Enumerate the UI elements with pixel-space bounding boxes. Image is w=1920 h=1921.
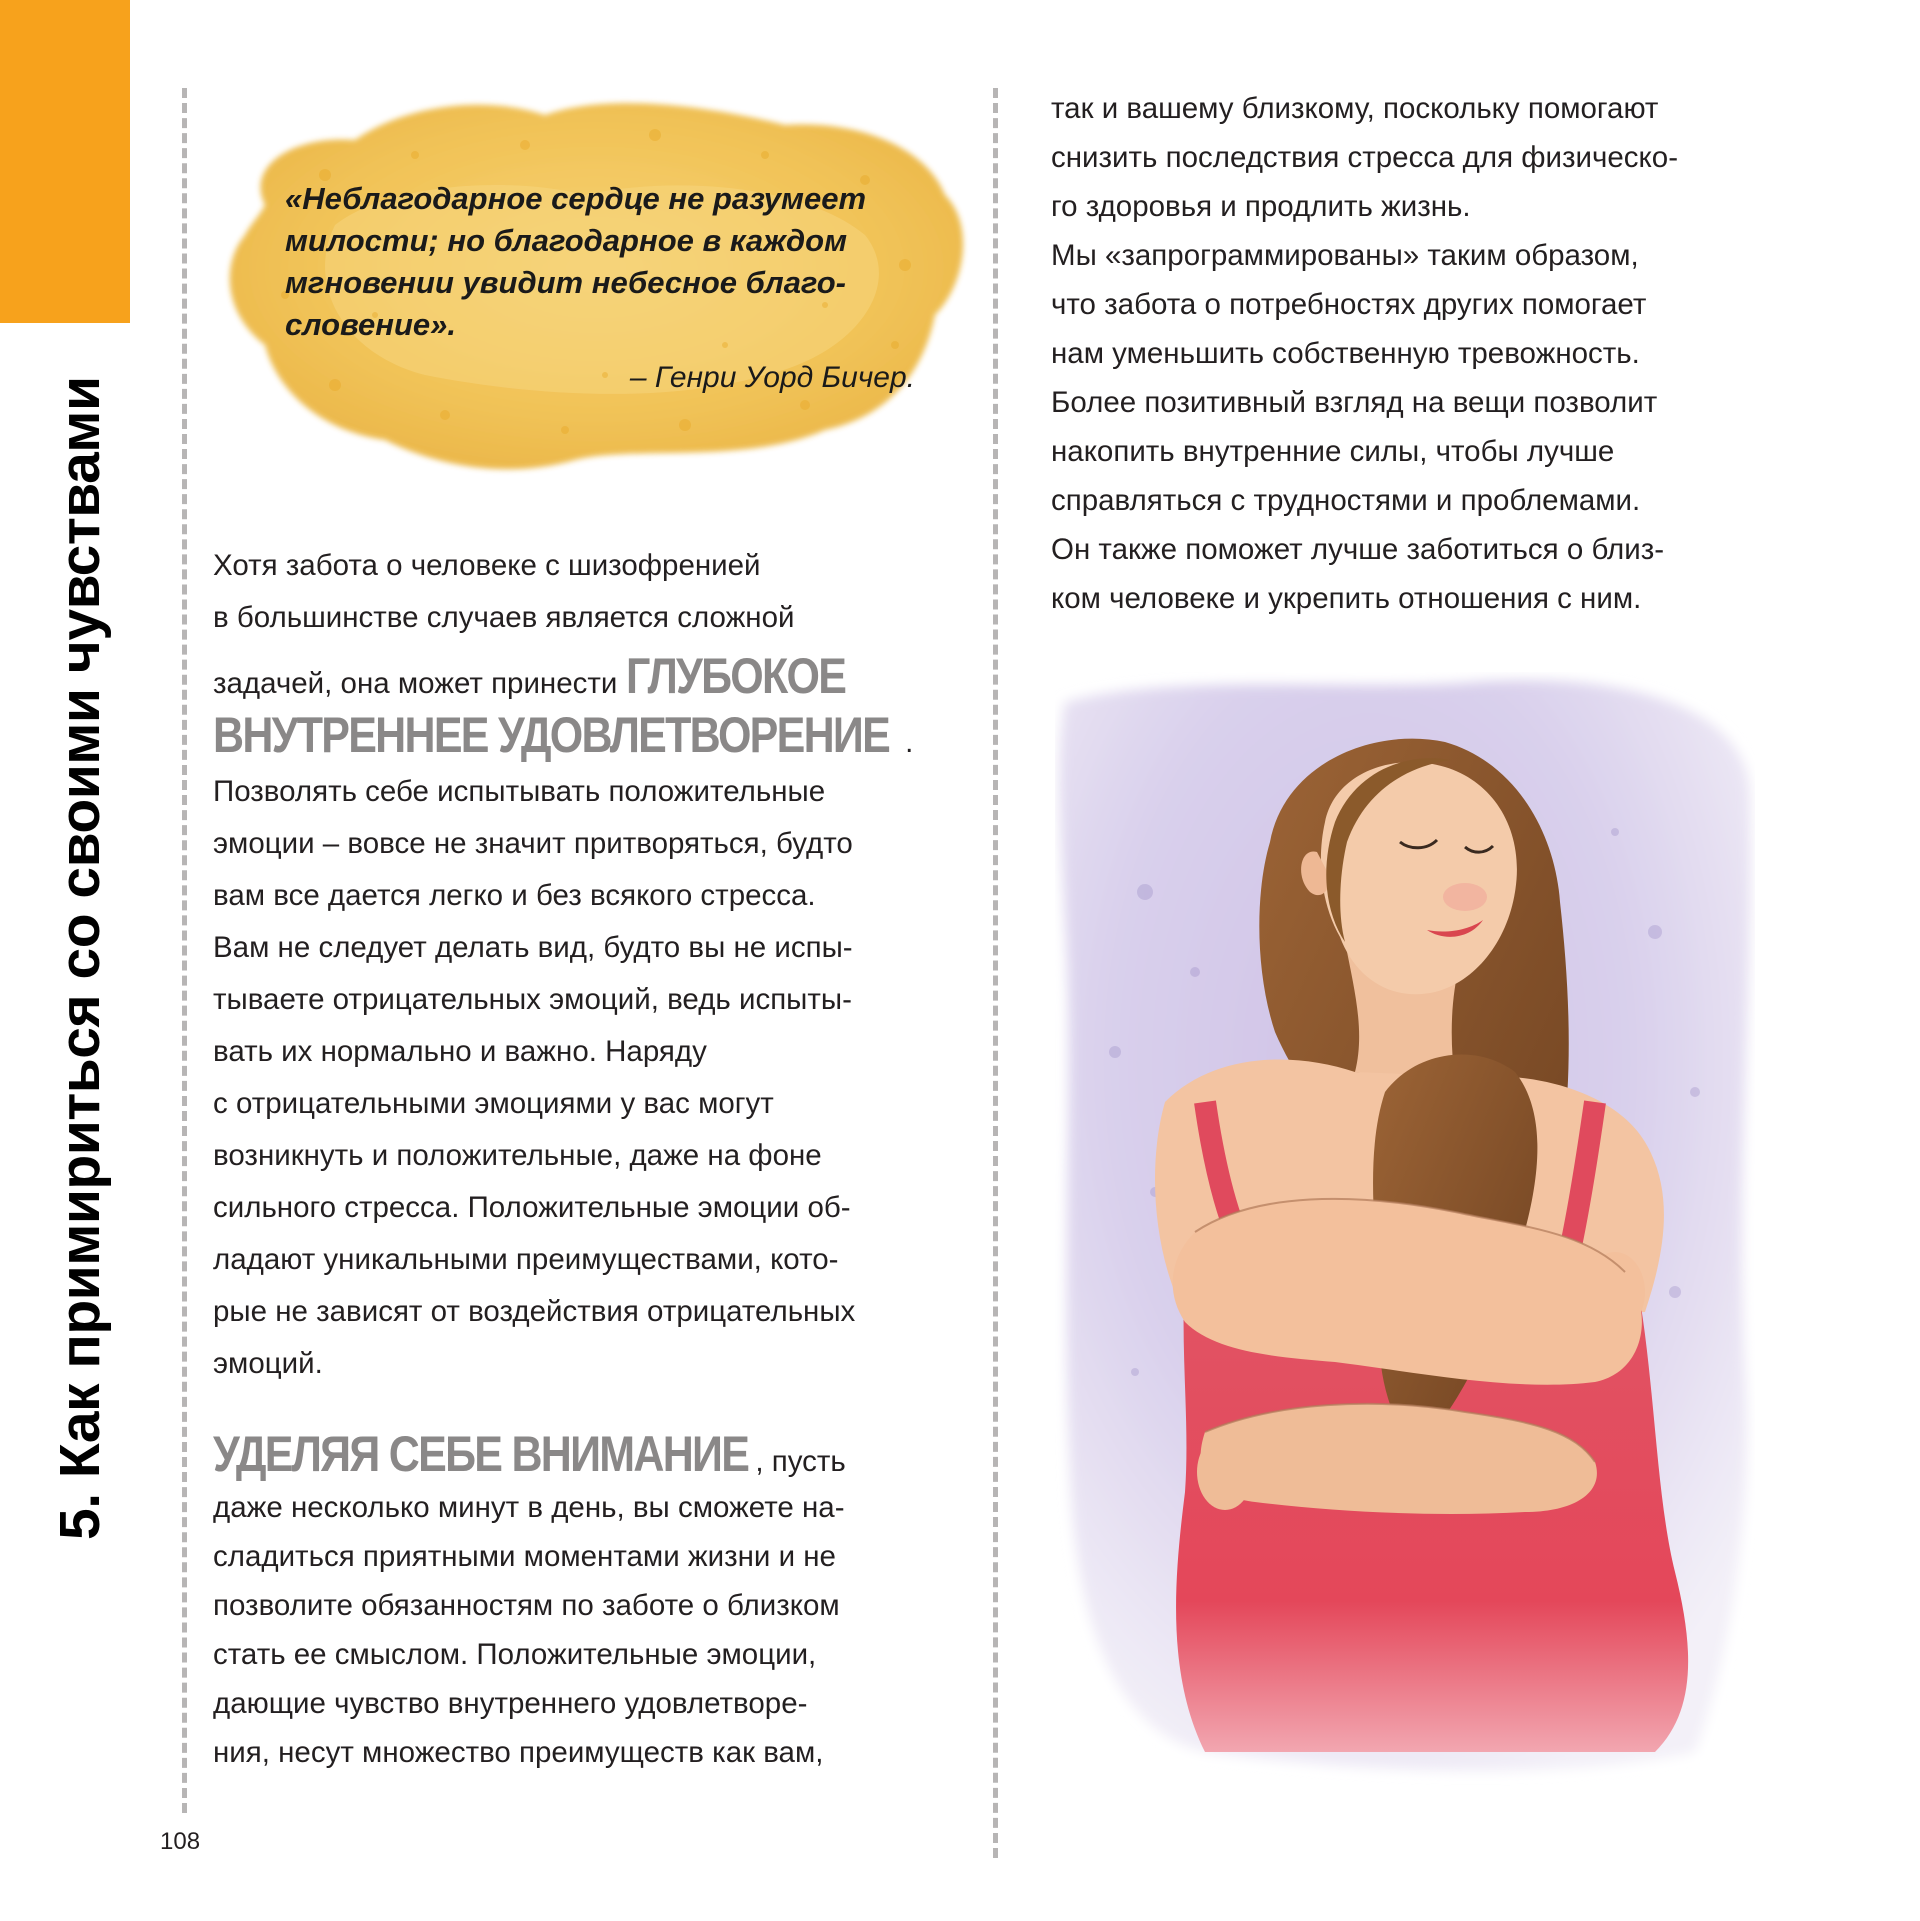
page-number: 108 [160, 1828, 201, 1855]
text-line: позволите обязанностям по заботе о близком [213, 1589, 840, 1622]
text-line: ния, несут множество преимуществ как вам, [213, 1736, 824, 1769]
quote-line: мгновении увидит небесное благо- [285, 265, 846, 300]
text-line-with-highlight [213, 644, 953, 708]
text-line: Более позитивный взгляд на вещи позволит [1051, 386, 1658, 419]
text-segment: . [905, 726, 914, 759]
right-column-text [1051, 84, 1791, 623]
text-line: с отрицательными эмоциями у вас могут [213, 1087, 774, 1120]
chapter-title: 5. Как примириться со своими чувствами [48, 376, 112, 1540]
chapter-title-container [40, 376, 120, 1540]
self-hug-illustration [1055, 672, 1755, 1792]
text-line: снизить последствия стресса для физическо- [1051, 141, 1679, 174]
text-line: вам все дается легко и без всякого стресса. [213, 879, 816, 912]
text-line-with-highlight [213, 708, 953, 766]
quote-line: словение». [285, 307, 456, 342]
text-line: сладиться приятными моментами жизни и не [213, 1540, 836, 1573]
quote-line: «Неблагодарное сердце не разумеет [285, 181, 867, 216]
text-segment: задачей, она может принести [213, 667, 626, 700]
text-line: Вам не следует делать вид, будто вы не испы- [213, 931, 853, 964]
text-line: Мы «запрограммированы» таким образом, [1051, 239, 1639, 272]
text-line: ком человеке и укрепить отношения с ним. [1051, 582, 1642, 615]
left-paragraph-2 [213, 1425, 953, 1777]
quote-text [285, 178, 925, 346]
text-line: Позволять себе испытывать положительные [213, 775, 826, 808]
text-line: вать их нормально и важно. Наряду [213, 1035, 707, 1068]
quote-line: милости; но благодарное в каждом [285, 223, 848, 258]
text-line: что забота о потребностях других помогает [1051, 288, 1647, 321]
text-line: так и вашему близкому, поскольку помогают [1051, 92, 1659, 125]
text-line: рые не зависят от воздействия отрицательных [213, 1295, 856, 1328]
quote-author: – Генри Уорд Бичер. [629, 361, 915, 394]
text-line-with-highlight [213, 1425, 953, 1483]
text-line: тываете отрицательных эмоций, ведь испыты- [213, 983, 852, 1016]
right-column-divider [993, 88, 998, 1858]
text-line: сильного стресса. Положительные эмоции об- [213, 1191, 851, 1224]
text-line: возникнуть и положительные, даже на фоне [213, 1139, 822, 1172]
text-line: Хотя забота о человеке с шизофренией [213, 549, 761, 582]
chapter-tab [0, 0, 130, 323]
text-line: Он также поможет лучше заботиться о близ- [1051, 533, 1665, 566]
text-line: эмоции – вовсе не значит притворяться, будто [213, 827, 853, 860]
text-line: ладают уникальными преимуществами, кото- [213, 1243, 839, 1276]
text-segment: , пусть [755, 1445, 846, 1478]
text-line: го здоровья и продлить жизнь. [1051, 190, 1471, 223]
text-line: в большинстве случаев является сложной [213, 601, 795, 634]
left-column-divider [182, 88, 187, 1813]
text-line: нам уменьшить собственную тревожность. [1051, 337, 1640, 370]
text-line: даже несколько минут в день, вы сможете на- [213, 1491, 845, 1524]
text-line: стать ее смыслом. Положительные эмоции, [213, 1638, 817, 1671]
text-line: дающие чувство внутреннего удовлетворе- [213, 1687, 808, 1720]
text-line: эмоций. [213, 1347, 323, 1380]
text-line: накопить внутренние силы, чтобы лучше [1051, 435, 1615, 468]
text-line: справляться с трудностями и проблемами. [1051, 484, 1641, 517]
left-paragraph-1 [213, 540, 953, 1390]
highlight-phrase: ВНУТРЕННЕЕ УДОВЛЕТВОРЕНИЕ [213, 707, 890, 763]
highlight-phrase: УДЕЛЯЯ СЕБЕ ВНИМАНИЕ [213, 1426, 749, 1482]
highlight-phrase: ГЛУБОКОЕ [625, 648, 845, 704]
